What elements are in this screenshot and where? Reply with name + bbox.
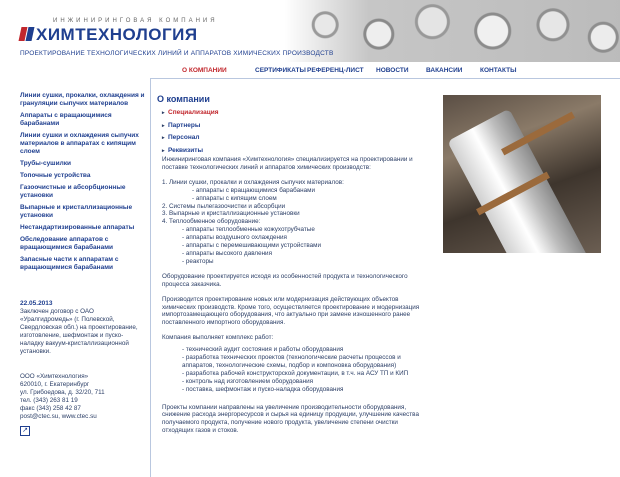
news-block (20, 300, 145, 356)
nav-about[interactable]: О КОМПАНИИ (182, 67, 227, 74)
product-list (162, 179, 427, 266)
sublink-staff[interactable]: ▸ Персонал (162, 134, 219, 142)
sidebar-item[interactable]: Газоочистные и абсорбционные установки (20, 184, 126, 199)
list-item: 2. Системы пылегазоочистки и абсорбции (162, 202, 286, 210)
logo-icon[interactable] (20, 27, 34, 41)
contact-line: 620010, г. Екатеринбург (20, 381, 90, 388)
nav-contacts[interactable]: КОНТАКТЫ (480, 67, 517, 74)
header-photo (285, 0, 620, 62)
news-date[interactable]: 22.05.2013 (20, 300, 53, 307)
list-item: 4. Теплообменное оборудование: (162, 218, 261, 226)
news-text: Заключен договор с ОАО «Уралгидромедь» (г. Полевской, Свердловская обл.) на проектирование, изготовление, шефмонтаж и пуско-наладку вакуум-кристаллизационной установки. (20, 308, 138, 355)
intro-paragraph: Инжиниринговая компания «Химтехнология» специализируется на проектировании и поставке технологических линий и аппаратов химических производств: (162, 156, 413, 171)
sublink-partners[interactable]: ▸ Партнеры (162, 122, 219, 130)
contact-line: факс (343) 258 42 87 (20, 405, 81, 412)
nav-vacancies[interactable]: ВАКАНСИИ (426, 67, 463, 74)
sidebar-item[interactable]: Выпарные и кристаллизационные установки (20, 204, 133, 219)
sublink-specialization[interactable]: ▸ Специализация (162, 109, 219, 117)
list-item: - разработка технических проектов (технологические расчеты процессов и аппаратов, технологические схемы, подбор и компоновка оборудования) (182, 354, 401, 369)
sidebar-item[interactable]: Топочные устройства (20, 172, 91, 179)
works-title: Компания выполняет комплекс работ: (162, 334, 274, 342)
column-divider (150, 79, 151, 477)
contact-line[interactable]: post@ctec.su, www.ctec.su (20, 413, 97, 420)
works-list (162, 346, 427, 393)
sidebar-item[interactable]: Запасные части к аппаратам с вращающимися барабанами (20, 256, 119, 271)
sidebar-item[interactable]: Трубы-сушилки (20, 160, 71, 167)
nav-divider (150, 78, 620, 79)
list-item: 1. Линии сушки, прокалки и охлаждения сыпучих материалов: (162, 178, 344, 186)
logo-subtitle: ИНЖИНИРИНГОВАЯ КОМПАНИЯ (53, 18, 218, 24)
list-item: 3. Выпарные и кристаллизационные установки (162, 210, 300, 218)
top-nav (0, 62, 620, 78)
list-item: - разработка рабочей конструкторской документации, в т.ч. на АСУ ТП и КИП (182, 369, 409, 377)
nav-reference-list[interactable]: РЕФЕРЕНЦ-ЛИСТ (307, 67, 364, 74)
header (0, 0, 620, 62)
list-item: - аппараты высокого давления (182, 249, 272, 257)
contacts-block (20, 373, 145, 421)
external-link-icon[interactable]: ↗ (20, 426, 30, 436)
contact-line: тел. (343) 263 81 19 (20, 397, 78, 404)
list-item: - аппараты с вращающимися барабанами (192, 186, 315, 194)
tagline: ПРОЕКТИРОВАНИЕ ТЕХНОЛОГИЧЕСКИХ ЛИНИЙ И АППАРАТОВ ХИМИЧЕСКИХ ПРОИЗВОДСТВ (20, 50, 334, 57)
paragraph: Проекты компании направлены на увеличение производительности оборудования, снижение расхода энергоресурсов и сырья на единицу продукции, улучшение качества получаемого продукта, получение нового продукта, увеличение степени очистки отходящих газов и стоков. (162, 403, 419, 435)
logo-title[interactable]: ХИМТЕХНОЛОГИЯ (36, 25, 198, 44)
list-item: - аппараты воздушного охлаждения (182, 234, 287, 242)
paragraph: Производится проектирование новых или модернизация действующих объектов химических производств. Кроме того, осуществляется проектирование и модернизация импортозамещающего оборудования, что актуально при замене изношенного ранее поставленного импортного оборудования. (162, 295, 420, 327)
list-item: - контроль над изготовлением оборудования (182, 377, 314, 385)
list-item: - аппараты с кипящим слоем (192, 194, 277, 202)
contact-line: ООО «Химтехнология» (20, 373, 89, 380)
list-item: - реакторы (182, 257, 214, 265)
list-item: - технический аудит состояния и работы оборудования (182, 346, 344, 354)
sidebar-item[interactable]: Линии сушки, прокалки, охлаждения и грануляции сыпучих материалов (20, 92, 145, 107)
equipment-photo (443, 95, 601, 253)
sub-navigation (162, 109, 219, 159)
sidebar-item[interactable]: Обследование аппаратов с вращающимися барабанами (20, 236, 113, 251)
sublink-requisites[interactable]: ▸ Реквизиты (162, 147, 219, 155)
paragraph: Оборудование проектируется исходя из особенностей продукта и технологического процесса заказчика. (162, 272, 408, 288)
nav-news[interactable]: НОВОСТИ (376, 67, 409, 74)
main-content (162, 156, 427, 442)
sidebar-item[interactable]: Аппараты с вращающимися барабанами (20, 112, 112, 127)
sidebar (20, 92, 145, 276)
sidebar-item[interactable]: Линии сушки и охлаждения сыпучих материалов в аппаратах с кипящим слоем (20, 132, 139, 155)
nav-certificates[interactable]: СЕРТИФИКАТЫ (255, 67, 306, 74)
list-item: - аппараты с перемешивающими устройствами (182, 242, 321, 250)
page-title: О компании (157, 94, 210, 104)
sidebar-item[interactable]: Нестандартизированные аппараты (20, 224, 135, 231)
list-item: - аппараты теплообменные кожухотрубчатые (182, 226, 315, 234)
list-item: - поставка, шефмонтаж и пуско-наладка оборудования (182, 385, 344, 393)
contact-line: ул. Грибоедова, д. 32/20, 711 (20, 389, 105, 396)
